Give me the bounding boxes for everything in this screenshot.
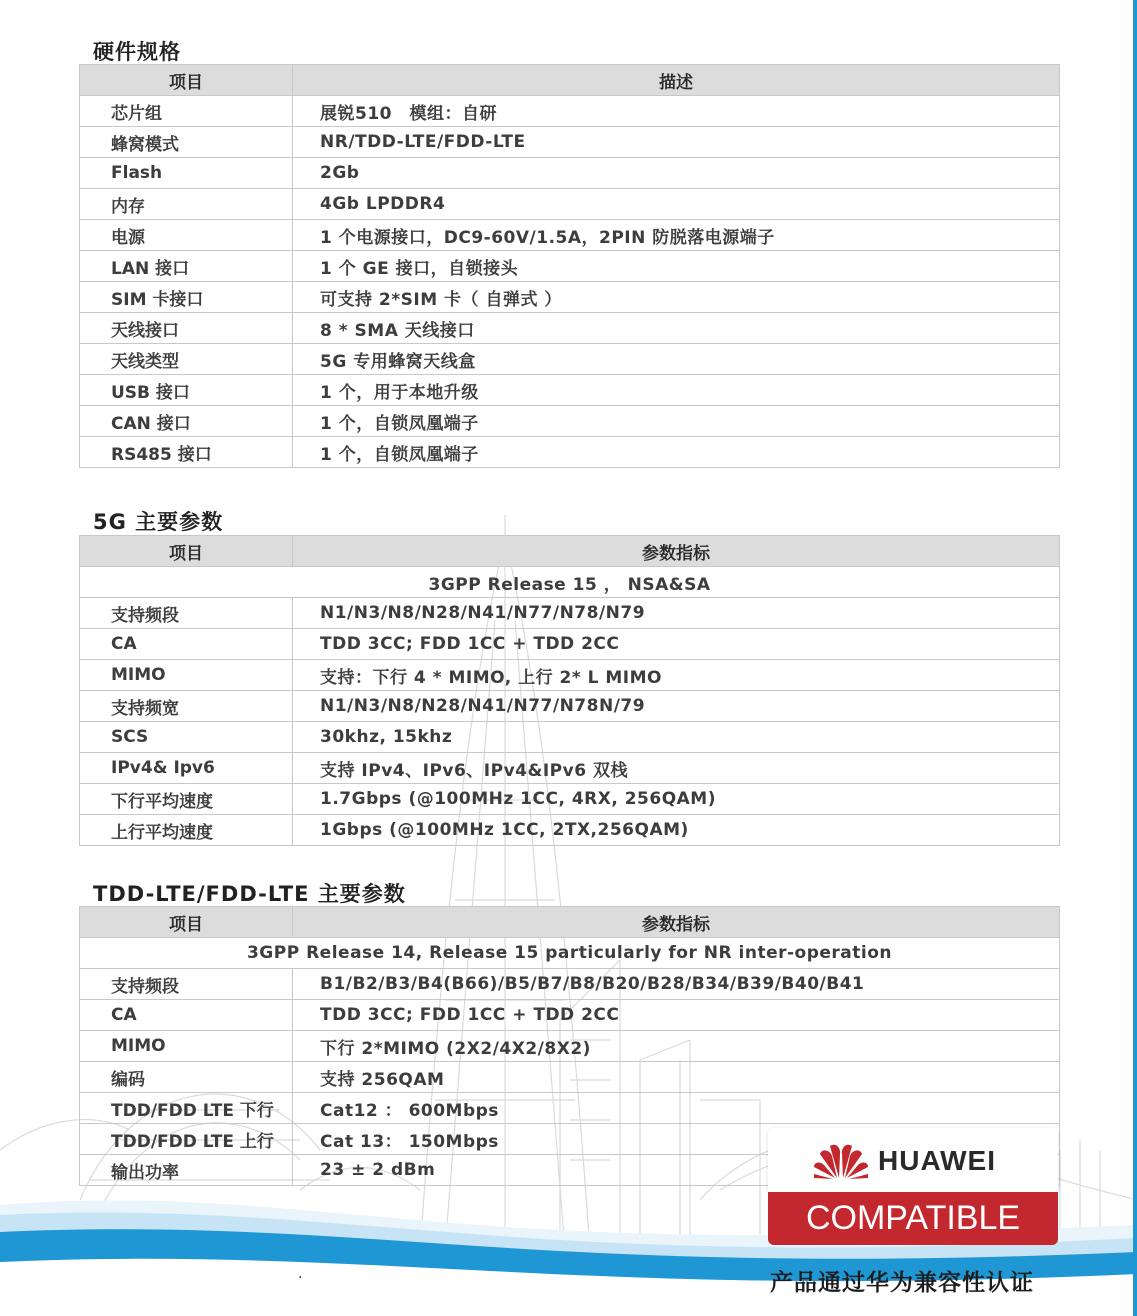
table-row: [80, 1093, 1060, 1124]
table-row: [80, 375, 1060, 406]
row-value: 支持 IPv4、IPv6、IPv4&IPv6 双栈: [293, 753, 1060, 784]
compatible-label: COMPATIBLE: [768, 1192, 1058, 1245]
row-key: TDD/FDD LTE 上行: [80, 1124, 293, 1155]
row-key: MIMO: [80, 1031, 293, 1062]
footer-dot: .: [298, 1266, 303, 1282]
row-key: IPv4& Ipv6: [80, 753, 293, 784]
row-key: SCS: [80, 722, 293, 753]
table-row: [80, 722, 1060, 753]
table-row: [80, 598, 1060, 629]
row-value: 支持 256QAM: [293, 1062, 1060, 1093]
table-row: [80, 127, 1060, 158]
hardware-section-title: 硬件规格: [93, 40, 181, 64]
row-value: 5G 专用蜂窝天线盒: [293, 344, 1060, 375]
row-value: 可支持 2*SIM 卡（ 自弹式 ）: [293, 282, 1060, 313]
column-header-item: 项目: [80, 907, 293, 938]
row-key: TDD/FDD LTE 下行: [80, 1093, 293, 1124]
row-value: 展锐510 模组：自研: [293, 96, 1060, 127]
table-span-row: [80, 938, 1060, 969]
row-value: 4Gb LPDDR4: [293, 189, 1060, 220]
column-header-item: 项目: [80, 65, 293, 96]
row-key: Flash: [80, 158, 293, 189]
table-row: [80, 629, 1060, 660]
column-header-description: 描述: [293, 65, 1060, 96]
row-key: 蜂窝模式: [80, 127, 293, 158]
huawei-compatible-badge: [768, 1128, 1058, 1245]
table-row: [80, 1000, 1060, 1031]
row-value: 1 个，自锁凤凰端子: [293, 406, 1060, 437]
row-key: 电源: [80, 220, 293, 251]
row-value: 1 个 GE 接口，自锁接头: [293, 251, 1060, 282]
row-value: 支持：下行 4 * MIMO, 上行 2* L MIMO: [293, 660, 1060, 691]
row-key: 支持频段: [80, 969, 293, 1000]
row-key: MIMO: [80, 660, 293, 691]
table-row: [80, 784, 1060, 815]
column-header-parameter: 参数指标: [293, 536, 1060, 567]
row-key: 上行平均速度: [80, 815, 293, 846]
table-header-row: [80, 536, 1060, 567]
table-row: [80, 313, 1060, 344]
row-value: Cat12 ： 600Mbps: [293, 1093, 1060, 1124]
row-key: CA: [80, 629, 293, 660]
table-row: [80, 1031, 1060, 1062]
table-row: [80, 406, 1060, 437]
row-key: 编码: [80, 1062, 293, 1093]
row-key: 下行平均速度: [80, 784, 293, 815]
row-key: CA: [80, 1000, 293, 1031]
row-value: 下行 2*MIMO (2X2/4X2/8X2): [293, 1031, 1060, 1062]
row-value: Cat 13： 150Mbps: [293, 1124, 1060, 1155]
row-value: 23 ± 2 dBm: [293, 1155, 1060, 1186]
table-row: [80, 282, 1060, 313]
table-row: [80, 96, 1060, 127]
table-row: [80, 437, 1060, 468]
table-row: [80, 691, 1060, 722]
fiveg-spec-table: [79, 535, 1060, 846]
row-value: 1 个，自锁凤凰端子: [293, 437, 1060, 468]
row-value: 8 * SMA 天线接口: [293, 313, 1060, 344]
lte-section-title: TDD-LTE/FDD-LTE 主要参数: [93, 882, 406, 906]
table-row: [80, 753, 1060, 784]
fiveg-section-title: 5G 主要参数: [93, 510, 224, 534]
table-row: [80, 220, 1060, 251]
row-key: 芯片组: [80, 96, 293, 127]
row-key: 输出功率: [80, 1155, 293, 1186]
row-value: NR/TDD-LTE/FDD-LTE: [293, 127, 1060, 158]
table-row: [80, 1062, 1060, 1093]
row-key: 天线接口: [80, 313, 293, 344]
row-key: 支持频宽: [80, 691, 293, 722]
row-value: B1/B2/B3/B4(B66)/B5/B7/B8/B20/B28/B34/B39/B40/B41: [293, 969, 1060, 1000]
table-header-row: [80, 907, 1060, 938]
row-value: N1/N3/N8/N28/N41/N77/N78/N79: [293, 598, 1060, 629]
table-row: [80, 815, 1060, 846]
table-row: [80, 189, 1060, 220]
row-value: 30khz, 15khz: [293, 722, 1060, 753]
row-key: 天线类型: [80, 344, 293, 375]
table-row: [80, 969, 1060, 1000]
row-key: RS485 接口: [80, 437, 293, 468]
row-key: LAN 接口: [80, 251, 293, 282]
certification-text: 产品通过华为兼容性认证: [770, 1270, 1034, 1296]
row-value: 2Gb: [293, 158, 1060, 189]
release-note: 3GPP Release 14, Release 15 particularly for NR inter-operation: [80, 938, 1060, 969]
row-value: TDD 3CC; FDD 1CC + TDD 2CC: [293, 1000, 1060, 1031]
row-key: CAN 接口: [80, 406, 293, 437]
huawei-logo-icon: [812, 1140, 870, 1180]
row-key: 内存: [80, 189, 293, 220]
table-header-row: [80, 65, 1060, 96]
table-row: [80, 344, 1060, 375]
table-row: [80, 158, 1060, 189]
row-value: 1 个，用于本地升级: [293, 375, 1060, 406]
badge-brand-panel: [768, 1128, 1058, 1192]
table-span-row: [80, 567, 1060, 598]
table-row: [80, 251, 1060, 282]
table-row: [80, 660, 1060, 691]
row-value: 1.7Gbps (@100MHz 1CC, 4RX, 256QAM): [293, 784, 1060, 815]
row-value: 1Gbps (@100MHz 1CC, 2TX,256QAM): [293, 815, 1060, 846]
column-header-parameter: 参数指标: [293, 907, 1060, 938]
row-key: SIM 卡接口: [80, 282, 293, 313]
huawei-brand-text: HUAWEI: [878, 1145, 996, 1176]
row-value: 1 个电源接口，DC9-60V/1.5A，2PIN 防脱落电源端子: [293, 220, 1060, 251]
hardware-spec-table: [79, 64, 1060, 468]
column-header-item: 项目: [80, 536, 293, 567]
row-value: TDD 3CC; FDD 1CC + TDD 2CC: [293, 629, 1060, 660]
row-key: 支持频段: [80, 598, 293, 629]
release-note: 3GPP Release 15 ， NSA&SA: [80, 567, 1060, 598]
row-key: USB 接口: [80, 375, 293, 406]
row-value: N1/N3/N8/N28/N41/N77/N78N/79: [293, 691, 1060, 722]
